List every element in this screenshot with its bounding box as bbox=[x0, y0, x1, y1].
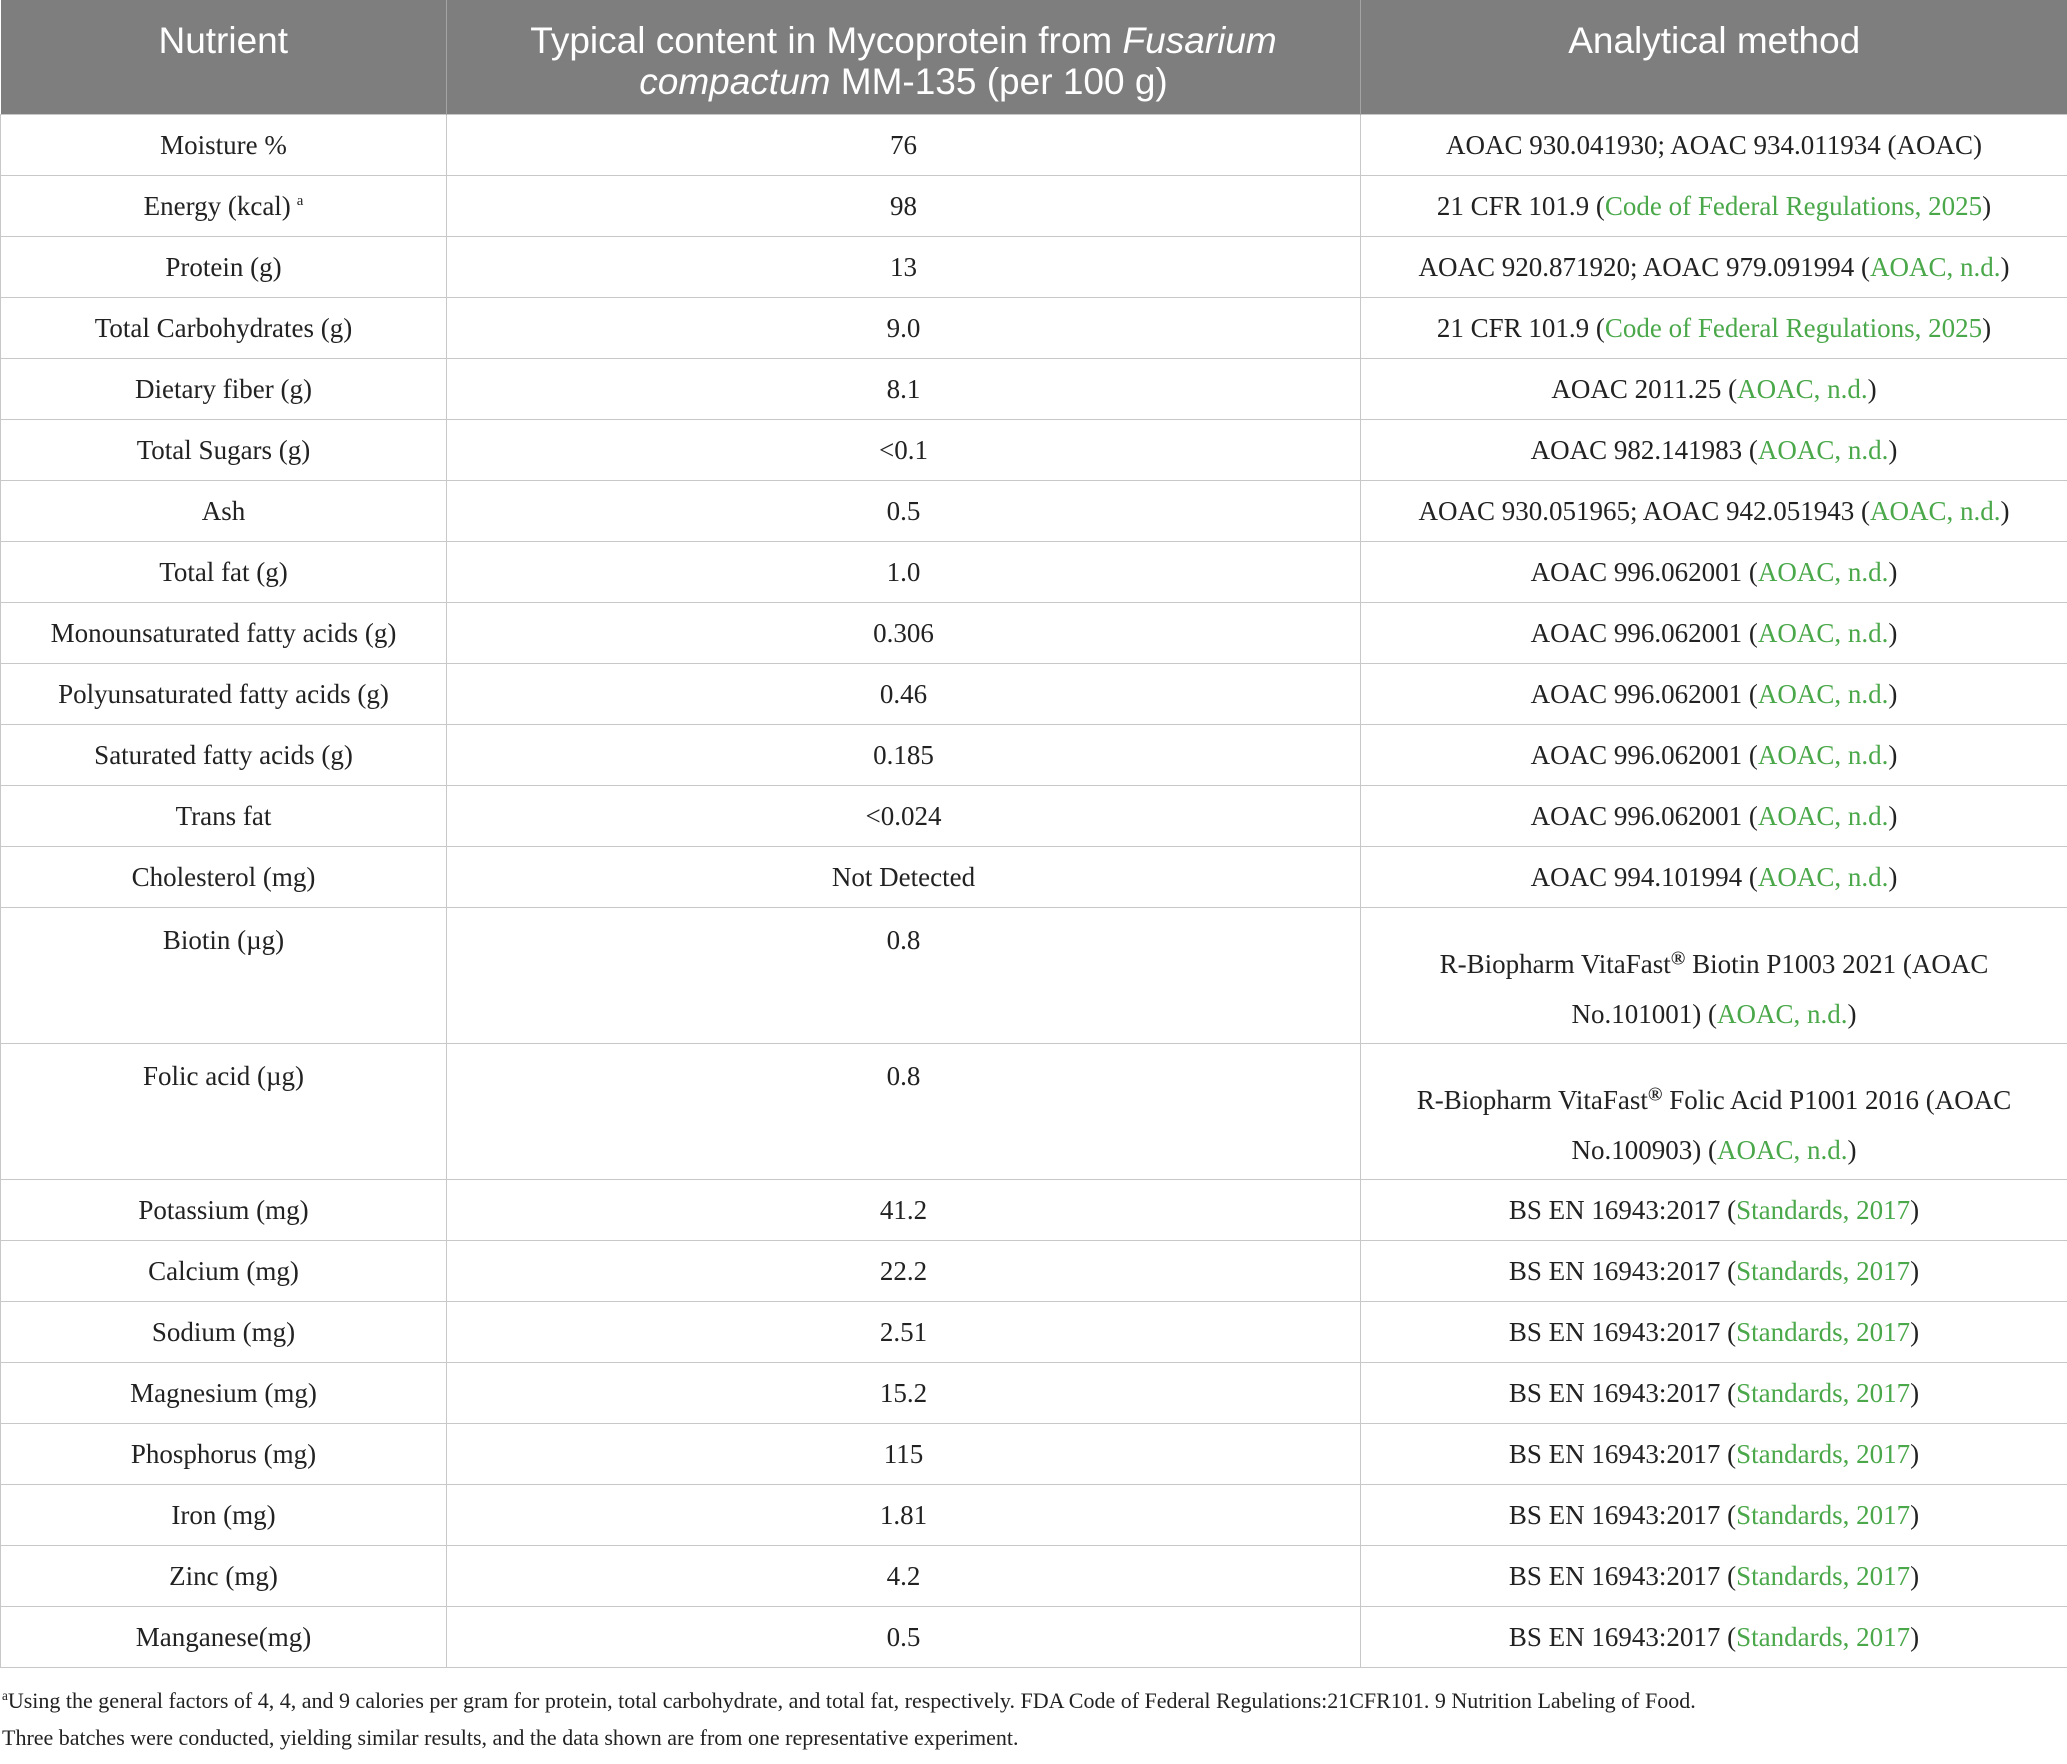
method-cell bbox=[1361, 724, 2067, 785]
table-row bbox=[1, 1423, 2067, 1484]
table-row bbox=[1, 175, 2067, 236]
table-row bbox=[1, 907, 2067, 1043]
content-value: 0.8 bbox=[886, 1060, 921, 1091]
nutrient-cell bbox=[1, 724, 447, 785]
table-row bbox=[1, 785, 2067, 846]
table-row bbox=[1, 1043, 2067, 1179]
content-value: <0.1 bbox=[879, 434, 928, 465]
table-row bbox=[1, 480, 2067, 541]
footnote-text-1: Using the general factors of 4, 4, and 9 calories per gram for protein, total carbohydrate, and total fat, respectively. FDA Code of Federal Regulations:21CFR101. 9 Nutrition Labeling of Food. bbox=[7, 1687, 1696, 1713]
nutrient-cell bbox=[1, 1362, 447, 1423]
nutrient-cell bbox=[1, 1179, 447, 1240]
method-text: ) bbox=[1888, 861, 1898, 892]
citation-link[interactable]: AOAC, n.d. bbox=[1757, 678, 1889, 709]
method-text: AOAC 2011.25 ( bbox=[1551, 373, 1738, 404]
table-header bbox=[1, 0, 2067, 114]
method-text: Biotin P1003 2021 (AOAC bbox=[1685, 948, 1989, 979]
table-row bbox=[1, 1606, 2067, 1667]
citation-link[interactable]: AOAC, n.d. bbox=[1716, 998, 1848, 1029]
nutrient-label: Dietary fiber (g) bbox=[135, 373, 312, 404]
header-method-label: Analytical method bbox=[1568, 20, 1861, 61]
method-text: BS EN 16943:2017 ( bbox=[1508, 1377, 1737, 1408]
method-text: AOAC 994.101994 ( bbox=[1530, 861, 1758, 892]
citation-link[interactable]: AOAC, n.d. bbox=[1737, 373, 1868, 404]
method-text: BS EN 16943:2017 ( bbox=[1508, 1194, 1737, 1225]
nutrient-cell bbox=[1, 602, 447, 663]
nutrient-label: Total Carbohydrates (g) bbox=[94, 312, 353, 343]
content-value: 1.0 bbox=[886, 556, 921, 587]
method-cell bbox=[1361, 1043, 2067, 1179]
nutrient-cell bbox=[1, 297, 447, 358]
method-text: ) bbox=[1888, 617, 1898, 648]
nutrient-label: Total fat (g) bbox=[159, 556, 288, 587]
method-text: ) bbox=[1910, 1255, 1920, 1286]
content-cell bbox=[447, 1240, 1361, 1301]
table-footnote bbox=[0, 1682, 2067, 1756]
method-text: ) bbox=[1888, 434, 1898, 465]
method-text: BS EN 16943:2017 ( bbox=[1508, 1316, 1737, 1347]
method-text: Folic Acid P1001 2016 (AOAC bbox=[1662, 1084, 2012, 1115]
method-text: ) bbox=[1888, 678, 1898, 709]
nutrient-cell bbox=[1, 1043, 447, 1179]
method-cell bbox=[1361, 236, 2067, 297]
table-row bbox=[1, 541, 2067, 602]
method-cell bbox=[1361, 480, 2067, 541]
method-text: ) bbox=[1888, 800, 1898, 831]
table-row bbox=[1, 1301, 2067, 1362]
table-row bbox=[1, 1484, 2067, 1545]
nutrient-label: Energy (kcal) bbox=[143, 190, 291, 221]
nutrient-label: Moisture % bbox=[160, 129, 287, 160]
citation-link[interactable]: Standards, 2017 bbox=[1736, 1255, 1911, 1286]
method-text: 21 CFR 101.9 ( bbox=[1436, 312, 1605, 343]
footnote-marker: a bbox=[2, 1687, 8, 1703]
nutrient-label: Monounsaturated fatty acids (g) bbox=[50, 617, 397, 648]
header-row bbox=[1, 0, 2067, 114]
citation-link[interactable]: Standards, 2017 bbox=[1736, 1499, 1911, 1530]
table-row bbox=[1, 602, 2067, 663]
content-cell bbox=[447, 1043, 1361, 1179]
nutrient-label: Biotin (µg) bbox=[162, 924, 285, 955]
nutrient-label: Cholesterol (mg) bbox=[131, 861, 316, 892]
header-content-species: compactum bbox=[639, 61, 831, 102]
method-text: AOAC 996.062001 ( bbox=[1530, 739, 1758, 770]
nutrient-cell bbox=[1, 846, 447, 907]
content-value: Not Detected bbox=[831, 861, 976, 892]
nutrient-label: Polyunsaturated fatty acids (g) bbox=[58, 678, 389, 709]
nutrient-label: Phosphorus (mg) bbox=[130, 1438, 317, 1469]
content-cell bbox=[447, 907, 1361, 1043]
citation-link[interactable]: AOAC, n.d. bbox=[1757, 434, 1889, 465]
method-text: ) bbox=[1910, 1194, 1920, 1225]
content-cell bbox=[447, 358, 1361, 419]
method-text: AOAC 996.062001 ( bbox=[1530, 800, 1758, 831]
method-text: AOAC 930.041930; AOAC 934.011934 (AOAC) bbox=[1445, 129, 1982, 160]
method-text: BS EN 16943:2017 ( bbox=[1508, 1438, 1737, 1469]
header-nutrient-label: Nutrient bbox=[158, 20, 289, 61]
citation-link[interactable]: AOAC, n.d. bbox=[1757, 800, 1889, 831]
table-row bbox=[1, 297, 2067, 358]
method-text: ) bbox=[1910, 1621, 1920, 1652]
content-cell bbox=[447, 419, 1361, 480]
table-row bbox=[1, 846, 2067, 907]
citation-link[interactable]: AOAC, n.d. bbox=[1870, 495, 2001, 526]
method-text: BS EN 16943:2017 ( bbox=[1508, 1621, 1737, 1652]
content-cell bbox=[447, 785, 1361, 846]
method-cell bbox=[1361, 602, 2067, 663]
method-text: No.100903) ( bbox=[1571, 1134, 1717, 1165]
method-text: ) bbox=[1847, 1134, 1857, 1165]
header-content bbox=[447, 0, 1361, 114]
content-value: 0.5 bbox=[886, 495, 921, 526]
citation-link[interactable]: Code of Federal Regulations, 2025 bbox=[1604, 312, 1983, 343]
method-text: ) bbox=[1888, 739, 1898, 770]
nutrient-cell bbox=[1, 1545, 447, 1606]
method-text: ) bbox=[1910, 1316, 1920, 1347]
nutrient-cell bbox=[1, 663, 447, 724]
method-text: R-Biopharm VitaFast bbox=[1439, 948, 1671, 979]
nutrient-cell bbox=[1, 785, 447, 846]
citation-link[interactable]: Standards, 2017 bbox=[1736, 1316, 1911, 1347]
table-row bbox=[1, 1362, 2067, 1423]
registered-mark: ® bbox=[1670, 947, 1686, 969]
citation-link[interactable]: Code of Federal Regulations, 2025 bbox=[1604, 190, 1983, 221]
method-text: AOAC 982.141983 ( bbox=[1530, 434, 1758, 465]
footnote-line-1 bbox=[2, 1682, 2067, 1719]
content-value: 22.2 bbox=[879, 1255, 928, 1286]
table-row bbox=[1, 1545, 2067, 1606]
nutrient-cell bbox=[1, 907, 447, 1043]
content-cell bbox=[447, 1301, 1361, 1362]
nutrient-cell bbox=[1, 480, 447, 541]
content-cell bbox=[447, 236, 1361, 297]
method-text: AOAC 920.871920; AOAC 979.091994 ( bbox=[1418, 251, 1870, 282]
footnote-marker-ref: a bbox=[296, 192, 304, 209]
nutrient-label: Protein (g) bbox=[165, 251, 282, 282]
method-cell bbox=[1361, 1606, 2067, 1667]
content-cell bbox=[447, 1484, 1361, 1545]
method-text: ) bbox=[1888, 556, 1898, 587]
citation-link[interactable]: AOAC, n.d. bbox=[1757, 617, 1889, 648]
content-cell bbox=[447, 114, 1361, 175]
content-value: 1.81 bbox=[879, 1499, 928, 1530]
method-cell bbox=[1361, 358, 2067, 419]
content-cell bbox=[447, 1606, 1361, 1667]
method-text: ) bbox=[1910, 1438, 1920, 1469]
method-text: ) bbox=[1847, 998, 1857, 1029]
content-value: 9.0 bbox=[886, 312, 921, 343]
nutrient-label: Magnesium (mg) bbox=[130, 1377, 317, 1408]
nutrient-cell bbox=[1, 1484, 447, 1545]
method-cell bbox=[1361, 663, 2067, 724]
table-row bbox=[1, 114, 2067, 175]
method-cell bbox=[1361, 419, 2067, 480]
method-cell bbox=[1361, 1301, 2067, 1362]
table-row bbox=[1, 663, 2067, 724]
citation-link[interactable]: AOAC, n.d. bbox=[1870, 251, 2001, 282]
content-cell bbox=[447, 1423, 1361, 1484]
content-value: 98 bbox=[890, 190, 917, 221]
table-row bbox=[1, 419, 2067, 480]
method-cell bbox=[1361, 541, 2067, 602]
nutrient-cell bbox=[1, 175, 447, 236]
nutrient-label: Trans fat bbox=[175, 800, 272, 831]
content-value: 41.2 bbox=[879, 1194, 928, 1225]
nutrient-label: Iron (mg) bbox=[171, 1499, 276, 1530]
citation-link[interactable]: AOAC, n.d. bbox=[1757, 556, 1889, 587]
nutrient-cell bbox=[1, 419, 447, 480]
method-text: ) bbox=[1910, 1560, 1920, 1591]
nutrient-cell bbox=[1, 236, 447, 297]
method-text: AOAC 996.062001 ( bbox=[1530, 617, 1758, 648]
content-value: 0.46 bbox=[879, 678, 928, 709]
method-cell bbox=[1361, 1484, 2067, 1545]
method-text: ) bbox=[2000, 495, 2010, 526]
method-text: No.101001) ( bbox=[1571, 998, 1717, 1029]
nutrient-label: Calcium (mg) bbox=[148, 1255, 299, 1286]
method-cell bbox=[1361, 846, 2067, 907]
nutrient-cell bbox=[1, 1240, 447, 1301]
nutrient-cell bbox=[1, 1423, 447, 1484]
nutrient-label: Zinc (mg) bbox=[169, 1560, 278, 1591]
method-text: AOAC 996.062001 ( bbox=[1530, 556, 1758, 587]
table-row bbox=[1, 724, 2067, 785]
method-cell bbox=[1361, 1545, 2067, 1606]
header-content-strain: MM-135 (per 100 g) bbox=[830, 61, 1168, 102]
method-text: BS EN 16943:2017 ( bbox=[1508, 1255, 1737, 1286]
table-body bbox=[1, 114, 2067, 1667]
citation-link[interactable]: AOAC, n.d. bbox=[1757, 739, 1889, 770]
content-cell bbox=[447, 541, 1361, 602]
method-text: ) bbox=[1910, 1377, 1920, 1408]
method-cell bbox=[1361, 785, 2067, 846]
citation-link[interactable]: AOAC, n.d. bbox=[1757, 861, 1889, 892]
citation-link[interactable]: Standards, 2017 bbox=[1736, 1621, 1911, 1652]
content-value: 2.51 bbox=[879, 1316, 928, 1347]
method-cell bbox=[1361, 907, 2067, 1043]
method-text: ) bbox=[2000, 251, 2010, 282]
method-cell bbox=[1361, 297, 2067, 358]
content-cell bbox=[447, 480, 1361, 541]
method-text: ) bbox=[1867, 373, 1877, 404]
citation-link[interactable]: Standards, 2017 bbox=[1736, 1194, 1911, 1225]
citation-link[interactable]: AOAC, n.d. bbox=[1716, 1134, 1848, 1165]
citation-link[interactable]: Standards, 2017 bbox=[1736, 1438, 1911, 1469]
method-cell bbox=[1361, 1423, 2067, 1484]
nutrient-cell bbox=[1, 541, 447, 602]
nutrient-cell bbox=[1, 1606, 447, 1667]
content-cell bbox=[447, 1179, 1361, 1240]
nutrient-label: Sodium (mg) bbox=[151, 1316, 296, 1347]
content-cell bbox=[447, 724, 1361, 785]
nutrient-label: Potassium (mg) bbox=[138, 1194, 309, 1225]
nutrient-cell bbox=[1, 114, 447, 175]
method-text: 21 CFR 101.9 ( bbox=[1436, 190, 1605, 221]
method-text: R-Biopharm VitaFast bbox=[1416, 1084, 1648, 1115]
content-value: 76 bbox=[890, 129, 917, 160]
nutrient-label: Saturated fatty acids (g) bbox=[94, 739, 353, 770]
method-text: ) bbox=[1910, 1499, 1920, 1530]
header-content-genus: Fusarium bbox=[1122, 20, 1277, 61]
method-cell bbox=[1361, 175, 2067, 236]
citation-link[interactable]: Standards, 2017 bbox=[1736, 1377, 1911, 1408]
content-value: 15.2 bbox=[879, 1377, 928, 1408]
method-text: BS EN 16943:2017 ( bbox=[1508, 1499, 1737, 1530]
content-cell bbox=[447, 297, 1361, 358]
nutrient-label: Ash bbox=[201, 495, 246, 526]
citation-link[interactable]: Standards, 2017 bbox=[1736, 1560, 1911, 1591]
table-row bbox=[1, 358, 2067, 419]
table-row bbox=[1, 1240, 2067, 1301]
content-cell bbox=[447, 175, 1361, 236]
content-cell bbox=[447, 846, 1361, 907]
table-row bbox=[1, 236, 2067, 297]
method-text: AOAC 930.051965; AOAC 942.051943 ( bbox=[1418, 495, 1870, 526]
content-value: 4.2 bbox=[886, 1560, 921, 1591]
header-nutrient bbox=[1, 0, 447, 114]
content-value: 0.185 bbox=[873, 739, 934, 770]
nutrient-label: Manganese(mg) bbox=[135, 1621, 312, 1652]
content-cell bbox=[447, 1545, 1361, 1606]
content-value: 0.306 bbox=[873, 617, 934, 648]
method-text: ) bbox=[1982, 312, 1992, 343]
method-text: ) bbox=[1982, 190, 1992, 221]
content-cell bbox=[447, 663, 1361, 724]
nutrient-label: Folic acid (µg) bbox=[142, 1060, 304, 1091]
content-value: 0.5 bbox=[886, 1621, 921, 1652]
content-cell bbox=[447, 1362, 1361, 1423]
registered-mark: ® bbox=[1647, 1083, 1663, 1105]
content-cell bbox=[447, 602, 1361, 663]
nutrient-cell bbox=[1, 1301, 447, 1362]
header-method bbox=[1361, 0, 2067, 114]
content-value: 0.8 bbox=[886, 924, 921, 955]
method-cell bbox=[1361, 114, 2067, 175]
footnote-line-2: Three batches were conducted, yielding similar results, and the data shown are from one representative experiment. bbox=[2, 1724, 1019, 1750]
method-cell bbox=[1361, 1362, 2067, 1423]
method-cell bbox=[1361, 1179, 2067, 1240]
method-text: AOAC 996.062001 ( bbox=[1530, 678, 1758, 709]
content-value: <0.024 bbox=[865, 800, 942, 831]
table-row bbox=[1, 1179, 2067, 1240]
method-text: BS EN 16943:2017 ( bbox=[1508, 1560, 1737, 1591]
nutrient-label: Total Sugars (g) bbox=[136, 434, 311, 465]
nutrient-cell bbox=[1, 358, 447, 419]
header-content-text: Typical content in Mycoprotein from bbox=[530, 20, 1123, 61]
content-value: 13 bbox=[890, 251, 917, 282]
method-cell bbox=[1361, 1240, 2067, 1301]
content-value: 8.1 bbox=[886, 373, 921, 404]
content-value: 115 bbox=[883, 1438, 924, 1469]
